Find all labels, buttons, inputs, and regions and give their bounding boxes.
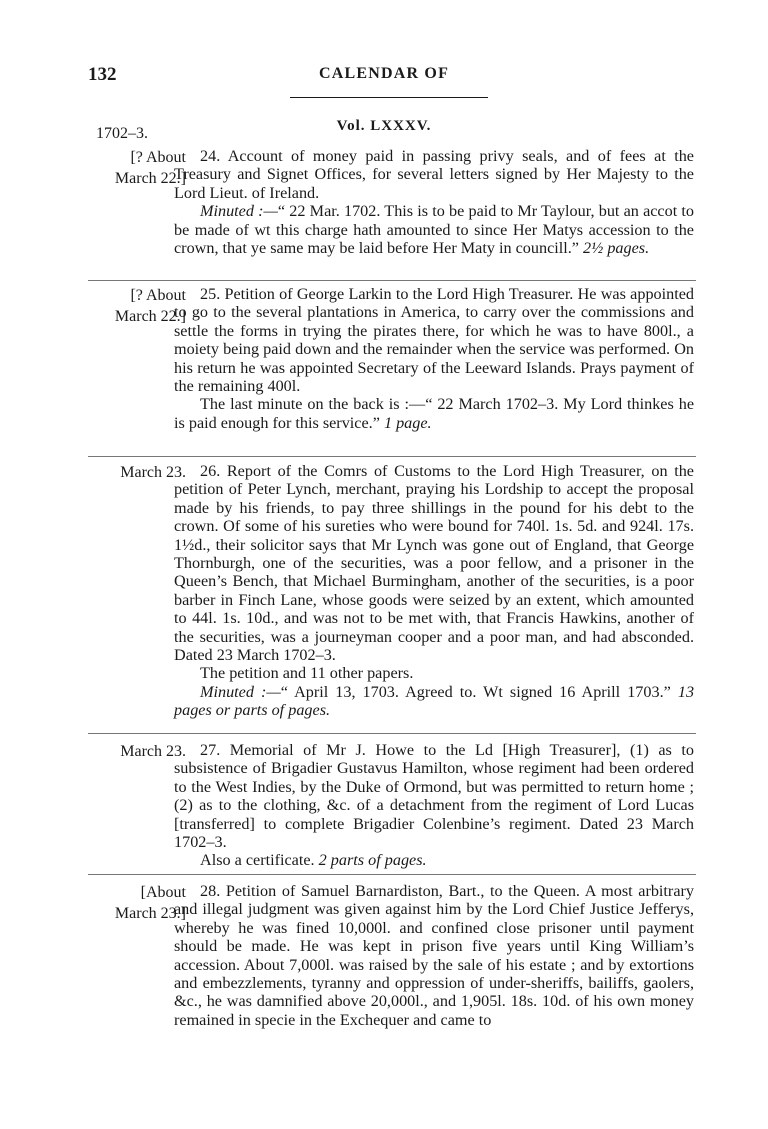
minute-text: “ April 13, 1703. Agreed to. Wt signed 16 Aprill 1703.” — [280, 682, 671, 701]
entry-divider — [88, 733, 696, 734]
page-number: 132 — [88, 64, 117, 85]
entry-text: 25. Petition of George Larkin to the Lord High Treasurer. He was appointed to go to the several plantations in America, to carry over the commissions and settle the forms in trying the pirates there, for which he was to have 800l., a moiety being paid down and the remainder when the service was performed. On his return he was appointed Secretary of the Leeward Islands. Prays payment of the remaining 400l. — [174, 285, 694, 396]
minute-text: “ 22 Mar. 1702. This is to be paid to Mr Taylour, but an accot to be made of wt this charge hath amounted to since Her Matys accession to the crown, that ye same may be laid before Her Maty in councill.” — [174, 202, 694, 258]
minute-lead: Minuted :— — [200, 682, 281, 701]
entry-divider — [88, 280, 696, 281]
entry-date: March 23. — [120, 464, 186, 481]
page-count: 1 page. — [383, 413, 432, 432]
minute-text: Also a certificate. — [200, 851, 315, 870]
entry-text: 27. Memorial of Mr J. Howe to the Ld [High Treasurer], (1) as to subsistence of Brigadier Gustavus Hamilton, whose regiment had been ordered to the West Indies, by the Duke of Ormond, but was permitted to return home ; (2) as to the clothing, &c. of a detachment from the regiment of Lord Lucas [transferred] to complete Brigadier Colenbine’s regiment. Dated 23 March 1702–3. — [174, 741, 694, 852]
entry-minute — [174, 683, 694, 720]
entry-minute — [174, 851, 694, 869]
entry-26 — [174, 462, 694, 720]
entry-divider — [88, 874, 696, 875]
entry-25 — [174, 285, 694, 432]
header-rule — [290, 97, 488, 98]
entry-27 — [174, 741, 694, 870]
minute-text: The last minute on the back is :—“ 22 March 1702–3. My Lord thinkes he is paid enough for this service.” — [174, 395, 694, 432]
entry-divider — [88, 456, 696, 457]
entry-date: [? About March 22.] — [114, 149, 186, 187]
minute-lead: Minuted :— — [200, 202, 278, 221]
entry-extra: The petition and 11 other papers. — [200, 664, 414, 683]
running-head: CALENDAR OF — [318, 65, 450, 82]
entry-minute — [174, 395, 694, 432]
entry-date: [About March 23.] — [114, 884, 186, 922]
entry-text: 24. Account of money paid in passing privy seals, and of fees at the Treasury and Signet Offices, for several letters signed by Her Majesty to the Lord Lieut. of Ireland. — [174, 147, 694, 202]
volume-heading: Vol. LXXXV. — [336, 118, 432, 134]
entry-date: March 23. — [120, 743, 186, 760]
entry-28 — [174, 882, 694, 1029]
entry-text: 26. Report of the Comrs of Customs to the Lord High Treasurer, on the petition of Peter Lynch, merchant, praying his Lordship to accept the proposal made by his friends, to pay three shillings in the pound for his debt to the crown. Of some of his sureties who were bound for 740l. 1s. 5d. and 924l. 17s. 1½d., their solicitor says that Mr Lynch was gone out of England, that George Thornburgh, one of the securities, was a poor fellow, and a prisoner in the Queen’s Bench, that Michael Burmingham, another of the securities, is a poor barber in Finch Lane, whose goods were seized by an extent, which amounted to 44l. 1s. 10d., and was not to be met with, that Francis Hawkins, another of the securities, was a journeyman cooper and a poor man, and had absconded. Dated 23 March 1702–3. — [174, 462, 694, 665]
page-count: 2 parts of pages. — [318, 851, 427, 870]
page-count: 2½ pages. — [583, 239, 650, 258]
entry-text: 28. Petition of Samuel Barnardiston, Bart., to the Queen. A most arbitrary and illegal judgment was given against him by the Lord Chief Justice Jefferys, whereby he was fined 10,000l. and confined close prisoner until payment should be made. He was kept in prison five years until King William’s accession. About 7,000l. was raised by the sale of his estate ; and by extortions and embezzlements, tyranny and oppression of under-sheriffs, bailiffs, gaolers, &c., he was damnified above 20,000l., and 1,905l. 18s. 10d. of his own money remained in specie in the Exchequer and came to — [174, 882, 694, 1029]
entry-date: [? About March 22.] — [114, 287, 186, 325]
entry-minute — [174, 202, 694, 257]
page-count: 13 pages or parts of pages. — [174, 682, 695, 720]
year-label: 1702–3. — [96, 125, 148, 142]
entry-24 — [174, 147, 694, 257]
